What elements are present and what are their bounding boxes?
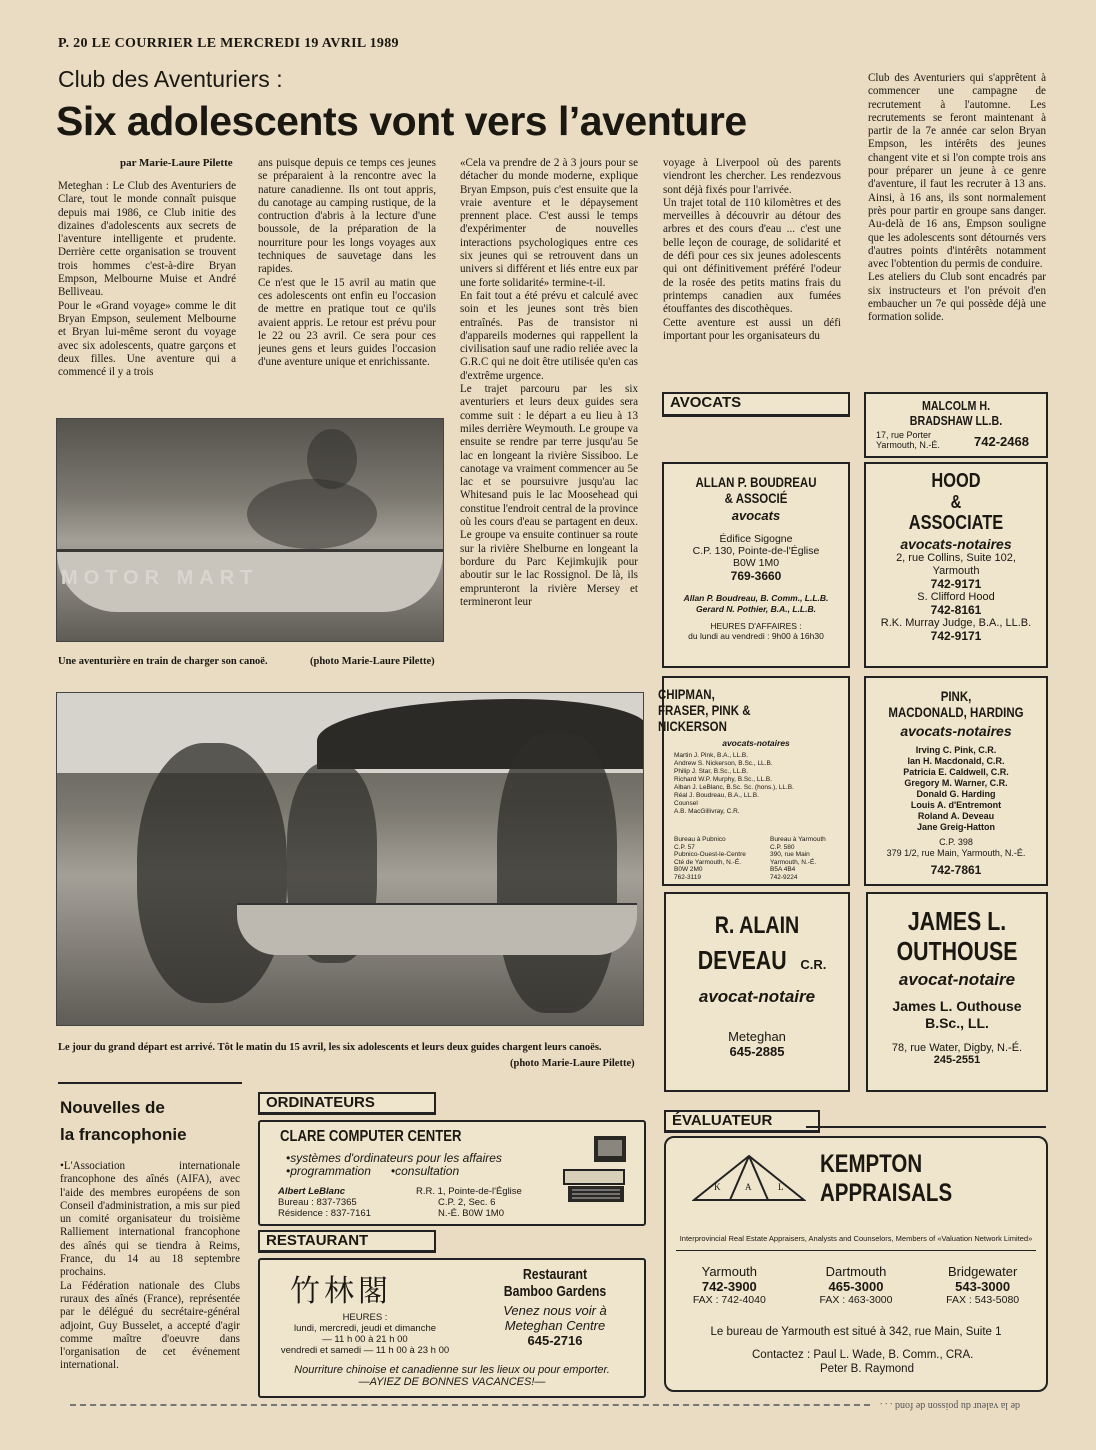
photo-canoe-lettering: MOTOR MART: [61, 567, 259, 589]
clare-line-2: •programmation •consultation: [286, 1164, 460, 1178]
caption-photo-1: Une aventurière en train de charger son canoë.: [58, 656, 268, 667]
kempton-contact-1: Contactez : Paul L. Wade, B. Comm., CRA.: [752, 1349, 974, 1361]
page-header: P. 20 LE COURRIER LE MERCREDI 19 AVRIL 1989: [58, 36, 399, 51]
kempton-tagline: Interprovincial Real Estate Appraisers, Analysts and Counselors, Members of «Valuation Network Limited»: [679, 1234, 1033, 1243]
hood-phone-1: 742-9171: [930, 577, 982, 591]
outhouse-subtitle: avocat-notaire: [898, 970, 1016, 989]
kempton-office-dartmouth: [820, 1264, 893, 1306]
outhouse-degree: B.Sc., LL.: [925, 1015, 989, 1031]
caption-photo-2: Le jour du grand départ est arrivé. Tôt le matin du 15 avril, les six adolescents et leurs deux guides chargent leurs canoës.: [58, 1042, 602, 1053]
news-title-line-2: la francophonie: [60, 1125, 187, 1144]
pink-phone: 742-7861: [930, 863, 982, 877]
bamboo-hours-1: lundi, mercredi, jeudi et dimanche: [293, 1323, 437, 1334]
kempton-office-tel: 465-3000: [828, 1279, 884, 1294]
bamboo-location: Meteghan Centre: [504, 1318, 606, 1333]
deveau-subtitle: avocat-notaire: [698, 987, 816, 1006]
chipman-subtitle: avocats-notaires: [722, 738, 790, 748]
news-body: •L'Association internationale francophone des aînés (AIFA), avec l'aide des membres européens de son Conseil d'administration, a mis sur pied un comité organisateur du troisième Ralliement international francophone des aînés qui se tiendra à Reims, France, du 14 au 18 septembre prochains. La Fédération nationale des Clubs ruraux des aînés (France), représentée par le délégué du secrétaire-général adjoint, Guy Busselet, a accepté d'agir comme maître d'oeuvre dans l'organisation de cet événement international.: [60, 1160, 240, 1372]
article-headline: Six adolescents vont vers l’aventure: [56, 98, 747, 144]
ad-chipman-fraser: [658, 676, 850, 886]
article-column-1: Meteghan : Le Club des Aventuriers de Clare, tout le monde connaît puisque depuis mai 1986, ce Club initie des dizaines d'adolescents aux secrets de l'aventure intelligente et prudente. Derrière cette organisation se trouvent trois hommes c'est-à-dire Bryan Empson, Melbourne Muise et André Belliveau. Pour le «Grand voyage» comme le dit Bryan Empson, seulement Melbourne et Bryan lui-même seront du voyage avec six adolescents, quatre garçons et deux filles. Une aventure qui a commencé il y a trois: [58, 180, 236, 379]
ad-malcolm-bradshaw: [864, 392, 1048, 458]
computer-icon: [560, 1130, 630, 1210]
kempton-office-fax: FAX : 543-5080: [946, 1294, 1020, 1306]
boudreau-address-1: Édifice Sigogne: [719, 533, 793, 545]
news-title-line-1: Nouvelles de: [60, 1098, 165, 1117]
boudreau-hours-label: HEURES D'AFFAIRES :: [710, 621, 802, 631]
pink-address-2: 379 1/2, rue Main, Yarmouth, N.-É.: [886, 848, 1026, 858]
caption-photo-2-credit: (photo Marie-Laure Pilette): [510, 1058, 635, 1069]
photo-group-departure: [56, 692, 644, 1026]
article-column-5: Club des Aventuriers qui s'apprêtent à commencer une campagne de recrutement à l'automne. Les recrutements se feront maintenant à partir de la 7e année car selon Bryan Empson, les intérêts des jeunes changent vite et si l'on compte trois ans pour préparer un jeune à ce genre d'aventure, il faut les recruter à 13 ans. Ainsi, à 16 ans, ils sont normalement près pour partir en groupe sans danger. Au-delà de 16 ans, Empson souligne que les adolescents sont détournés vers d'autres points d'intérêts notamment avec l'obtention du permis de conduire. Les ateliers du Club sont encadrés par six instructeurs et l'on prévoit d'en embaucher un 7e qui possède déjà une formation solide.: [868, 72, 1046, 324]
pink-name-2: MACDONALD, HARDING: [888, 704, 1024, 720]
ad-hood-associate: [864, 462, 1048, 668]
boudreau-partner-1: Allan P. Boudreau, B. Comm., L.L.B.: [683, 593, 829, 603]
ad-james-outhouse: [866, 892, 1048, 1092]
pink-subtitle: avocats-notaires: [900, 723, 1012, 739]
kempton-office-tel: 742-3900: [701, 1279, 757, 1294]
clare-contact: Albert LeBlanc: [278, 1186, 346, 1197]
bamboo-visit: Venez nous voir à: [503, 1303, 607, 1318]
hood-name-3: ASSOCIATE: [908, 512, 1004, 534]
clare-bureau: Bureau : 837-7365: [278, 1197, 357, 1208]
ad-clare-computer: [258, 1120, 646, 1226]
pink-name-1: PINK,: [940, 688, 972, 704]
outhouse-name-1: JAMES L.: [907, 906, 1007, 936]
kempton-office-bridgewater: [946, 1264, 1019, 1306]
kal-triangle-logo: [692, 1152, 806, 1202]
ad-bamboo-gardens: [258, 1258, 646, 1398]
deveau-town: Meteghan: [728, 1029, 786, 1044]
section-label-evaluateur: ÉVALUATEUR: [664, 1110, 820, 1133]
bamboo-hours-3: vendredi et samedi — 11 h 00 à 23 h 00: [280, 1345, 450, 1356]
section-label-avocats: AVOCATS: [662, 392, 850, 417]
news-top-rule: [58, 1082, 242, 1084]
boudreau-address-3: B0W 1M0: [732, 557, 780, 569]
boudreau-subtitle: avocats: [731, 508, 781, 523]
hood-name-1: HOOD: [931, 470, 981, 492]
pink-address-1: C.P. 398: [939, 837, 973, 847]
bamboo-hours-2: — 11 h 00 à 21 h 00: [322, 1334, 408, 1345]
article-byline: par Marie-Laure Pilette: [120, 157, 233, 169]
kal-letter-k: K: [714, 1182, 721, 1192]
chipman-office-pubnico: Bureau à Pubnico C.P. 57 Pubnico-Ouest-le-Centre Cté de Yarmouth, N.-É. B0W 2M0 762-3119: [674, 836, 746, 881]
clare-address-2: C.P. 2, Sec. 6: [438, 1197, 496, 1208]
kempton-divider: [676, 1250, 1036, 1251]
malcolm-address-2: Yarmouth, N.-É.: [876, 440, 940, 450]
clare-residence: Résidence : 837-7161: [278, 1208, 371, 1219]
malcolm-phone: 742-2468: [974, 434, 1029, 449]
chipman-people: Martin J. Pink, B.A., LL.B. Andrew S. Nickerson, B.Sc., LL.B. Philip J. Star, B.Sc., LL.B. Richard W.P. Murphy, B.Sc., LL.B. Alban J. LeBlanc, B.Sc. Sc. (hons.), LL.B. Réal J. Boudreau, B.A., LL.B. Counsel A.B. MacGillivray, C.R.: [674, 752, 794, 815]
kempton-office-town: Bridgewater: [947, 1264, 1018, 1279]
footer-bleed-text: de la valeur du poisson de fond . . .: [880, 1400, 1020, 1411]
kempton-office-note: Le bureau de Yarmouth est situé à 342, rue Main, Suite 1: [710, 1326, 1002, 1338]
kempton-office-town: Dartmouth: [825, 1264, 887, 1279]
hood-address-2: Yarmouth: [932, 565, 980, 577]
chipman-name-3: NICKERSON: [658, 718, 727, 734]
section-label-restaurant: RESTAURANT: [258, 1230, 436, 1253]
malcolm-address-1: 17, rue Porter: [876, 430, 932, 440]
kempton-office-town: Yarmouth: [701, 1264, 758, 1279]
deveau-name-2: DEVEAU: [697, 945, 787, 975]
kal-letter-a: A: [745, 1182, 752, 1192]
article-column-2: ans puisque depuis ce temps ces jeunes se préparaient à la rencontre avec la nature canadienne. Ils ont tout appris, du canotage au camping rustique, de la contruction d'abris à la lecture d'une boussole, de la préparation de la nourriture pour les longs voyages aux techniques de sauvetage dans les rapides. Ce n'est que le 15 avril au matin que ces adolescents ont enfin eu l'occasion de mettre en pratique tout ce qu'ils avaient appris. Le retour est prévu pour le 22 ou 23 avril. Ce sera pour ces jeunes gens et leurs guides l'occasion d'une aventure unique et enrichissante.: [258, 157, 436, 369]
clare-line-1: •systèmes d'ordinateurs pour les affaires: [286, 1151, 502, 1165]
boudreau-phone: 769-3660: [730, 569, 782, 583]
kal-letter-l: L: [778, 1182, 784, 1192]
chipman-office-yarmouth: Bureau à Yarmouth C.P. 580 390, rue Main Yarmouth, N.-É. B5A 4B4 742-9224: [770, 836, 826, 881]
caption-photo-1-credit: (photo Marie-Laure Pilette): [310, 656, 435, 667]
bamboo-food-line: Nourriture chinoise et canadienne sur les lieux ou pour emporter.: [294, 1364, 610, 1376]
bamboo-chinese-logo: 竹林閣: [290, 1274, 392, 1309]
outhouse-phone: 245-2551: [933, 1054, 981, 1066]
ad-boudreau: [662, 462, 850, 668]
kempton-office-tel: 543-3000: [955, 1279, 1011, 1294]
pink-people: Irving C. Pink, C.R. Ian H. Macdonald, C.R. Patricia E. Caldwell, C.R. Gregory M. Warner, C.R. Donald G. Harding Louis A. d'Entremont Roland A. Deveau Jane Greig-Hatton: [903, 745, 1009, 832]
boudreau-name-2: & ASSOCIÉ: [724, 490, 788, 506]
malcolm-name-1: MALCOLM H.: [921, 398, 991, 413]
section-label-ordinateurs: ORDINATEURS: [258, 1092, 436, 1115]
evaluateur-rule: [806, 1126, 1046, 1128]
outhouse-name-2: OUTHOUSE: [896, 936, 1018, 966]
malcolm-name-2: BRADSHAW LL.B.: [909, 413, 1003, 428]
kempton-office-fax: FAX : 463-3000: [819, 1294, 893, 1306]
clare-address-3: N.-É. B0W 1M0: [438, 1208, 504, 1219]
kempton-name-2: APPRAISALS: [820, 1179, 953, 1207]
hood-address-1: 2, rue Collins, Suite 102,: [896, 552, 1016, 564]
ad-kempton-appraisals: [664, 1136, 1048, 1392]
article-column-4: voyage à Liverpool où des parents viendront les chercher. Les rendezvous sont déjà fixés pour l'arrivée. Un trajet total de 110 kilomètres et des merveilles à découvrir au détour des arbres et des cours d'eau ... c'est une belle leçon de courage, de solidarité et de défi pour ces six jeunes adolescents qui ont définitivement préféré l'odeur de la rosée des petits matins frais du printemps canadien aux fumées étouffantes des discothèques. Cette aventure est aussi un défi important pour les organisateurs du: [663, 157, 841, 342]
boudreau-hours: du lundi au vendredi : 9h00 à 16h30: [688, 631, 824, 641]
boudreau-name-1: ALLAN P. BOUDREAU: [695, 474, 817, 490]
kempton-office-fax: FAX : 742-4040: [692, 1294, 766, 1306]
clare-address-1: R.R. 1, Pointe-de-l'Église: [416, 1186, 522, 1197]
deveau-phone: 645-2885: [729, 1044, 785, 1059]
chipman-name-1: CHIPMAN,: [658, 686, 715, 702]
bamboo-vacation-line: —AYIEZ DE BONNES VACANCES!—: [358, 1376, 546, 1388]
photo-canoe-loading: [56, 418, 444, 642]
kempton-name-1: KEMPTON: [820, 1150, 923, 1178]
deveau-suffix: C.R.: [800, 957, 827, 972]
kempton-offices: [666, 1264, 1046, 1306]
hood-partner-1: S. Clifford Hood: [917, 591, 995, 603]
clare-name: CLARE COMPUTER CENTER: [280, 1128, 462, 1145]
article-kicker: Club des Aventuriers :: [58, 66, 283, 92]
ad-alain-deveau: [664, 892, 850, 1092]
hood-phone-2: 742-8161: [930, 603, 982, 617]
bamboo-hours-label: HEURES :: [342, 1312, 388, 1323]
boudreau-partner-2: Gerard N. Pothier, B.A., L.L.B.: [696, 604, 816, 614]
bamboo-phone: 645-2716: [527, 1333, 583, 1348]
chipman-name-2: FRASER, PINK &: [658, 702, 751, 718]
hood-phone-3: 742-9171: [930, 629, 982, 643]
kempton-contact-2: Peter B. Raymond: [820, 1363, 914, 1375]
boudreau-address-2: C.P. 130, Pointe-de-l'Église: [692, 545, 820, 557]
outhouse-address: 78, rue Water, Digby, N.-É.: [891, 1042, 1023, 1054]
article-column-3: «Cela va prendre de 2 à 3 jours pour se détacher du monde moderne, explique Bryan Empson, puis c'est ensuite que la vraie aventure et le dépaysement prennent place. C'est aussi le temps d'expérimenter de nouvelles interactions psychologiques entre ces six jeunes qui se retrouvent dans un univers si différent et liés entre eux par une forte solidarité» termine-t-il. En fait tout a été prévu et calculé avec soin et les jeunes sont très bien entraînés. Pas de transistor ni d'appareils modernes qui rappellent la civilisation sauf une radio reliée avec la G.R.C qui ne doit être utilisée qu'en cas d'extrême urgence. Le trajet parcouru par les six aventuriers et leurs deux guides sera comme suit : le départ a eu lieu à 13 miles derrière Weymouth. Le groupe va ensuite se rendre par terre jusqu'au 5e lac en longeant la rivière Sissiboo. Le canotage va vraiment commencer au 5e lac et se poursuivre jusqu'au lac Whitesand puis le lac Moosehead qui constitue l'endroit central de la province où les cours d'eau se partagent en deux. Le groupe va ensuite continuer sa route sur la rivière Shelburne en longeant la bordure du Parc Kejimkujik pour aboutir sur le lac Rossignol. De là, ils emprunteront la rivière Mersey et termineront leur: [460, 157, 638, 608]
deveau-name-1: R. ALAIN: [714, 912, 800, 939]
outhouse-person: James L. Outhouse: [892, 998, 1022, 1014]
hood-name-2: &: [950, 492, 962, 512]
bamboo-name-1: Restaurant: [522, 1266, 588, 1283]
bamboo-name-2: Bamboo Gardens: [503, 1283, 607, 1300]
hood-subtitle: avocats-notaires: [900, 536, 1012, 552]
hood-partner-2: R.K. Murray Judge, B.A., LL.B.: [880, 617, 1032, 629]
footer-tear-line: [70, 1404, 870, 1414]
ad-pink-macdonald: [864, 676, 1048, 886]
kempton-office-yarmouth: [693, 1264, 766, 1306]
